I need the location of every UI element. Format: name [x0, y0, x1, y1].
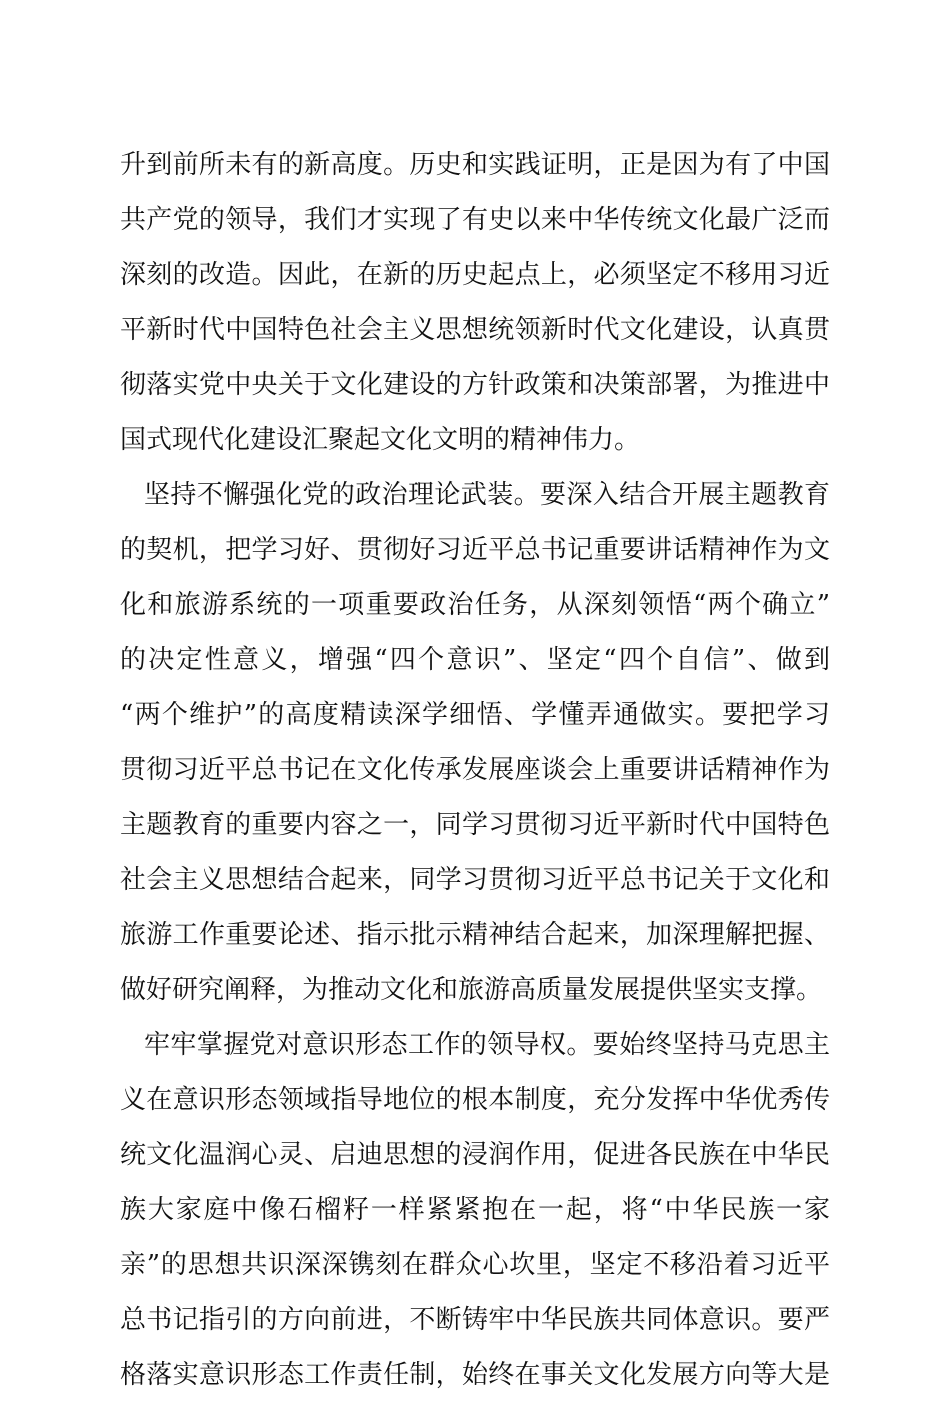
paragraph-line: 族大家庭中像石榴籽一样紧紧抱在一起，将“中华民族一家 — [120, 1195, 830, 1225]
paragraph-line: 深刻的改造。因此，在新的历史起点上，必须坚定不移用习近 — [120, 260, 830, 290]
paragraph-line: 统文化温润心灵、启迪思想的浸润作用，促进各民族在中华民 — [120, 1140, 830, 1170]
paragraph-line: 旅游工作重要论述、指示批示精神结合起来，加深理解把握、 — [120, 920, 830, 950]
paragraph-line: 平新时代中国特色社会主义思想统领新时代文化建设，认真贯 — [120, 315, 830, 345]
paragraph-line: 总书记指引的方向前进，不断铸牢中华民族共同体意识。要严 — [120, 1305, 830, 1335]
paragraph-line: 牢牢掌握党对意识形态工作的领导权。要始终坚持马克思主 — [144, 1030, 830, 1060]
paragraph-line: 坚持不懈强化党的政治理论武装。要深入结合开展主题教育 — [144, 480, 830, 510]
paragraph-line: 贯彻习近平总书记在文化传承发展座谈会上重要讲话精神作为 — [120, 755, 830, 785]
paragraph-line: 共产党的领导，我们才实现了有史以来中华传统文化最广泛而 — [120, 205, 830, 235]
paragraph-line: 升到前所未有的新高度。历史和实践证明，正是因为有了中国 — [120, 150, 830, 180]
document-body — [120, 138, 830, 1403]
paragraph-line: 义在意识形态领域指导地位的根本制度，充分发挥中华优秀传 — [120, 1085, 830, 1115]
paragraph-3 — [120, 1018, 830, 1403]
paragraph-line: 社会主义思想结合起来，同学习贯彻习近平总书记关于文化和 — [120, 865, 830, 895]
paragraph-line: 亲”的思想共识深深镌刻在群众心坎里，坚定不移沿着习近平 — [120, 1250, 830, 1280]
paragraph-1 — [120, 138, 830, 468]
paragraph-line: 化和旅游系统的一项重要政治任务，从深刻领悟“两个确立” — [120, 590, 830, 620]
paragraph-line: 的契机，把学习好、贯彻好习近平总书记重要讲话精神作为文 — [120, 535, 830, 565]
paragraph-line: 主题教育的重要内容之一，同学习贯彻习近平新时代中国特色 — [120, 810, 830, 840]
paragraph-line: 做好研究阐释，为推动文化和旅游高质量发展提供坚实支撑。 — [120, 975, 823, 1005]
paragraph-line: 格落实意识形态工作责任制，始终在事关文化发展方向等大是 — [120, 1360, 830, 1390]
paragraph-line: “两个维护”的高度精读深学细悟、学懂弄通做实。要把学习 — [120, 700, 830, 730]
paragraph-line: 彻落实党中央关于文化建设的方针政策和决策部署，为推进中 — [120, 370, 830, 400]
paragraph-line: 国式现代化建设汇聚起文化文明的精神伟力。 — [120, 425, 641, 455]
paragraph-2 — [120, 468, 830, 1018]
paragraph-line: 的决定性意义，增强“四个意识”、坚定“四个自信”、做到 — [120, 645, 830, 675]
